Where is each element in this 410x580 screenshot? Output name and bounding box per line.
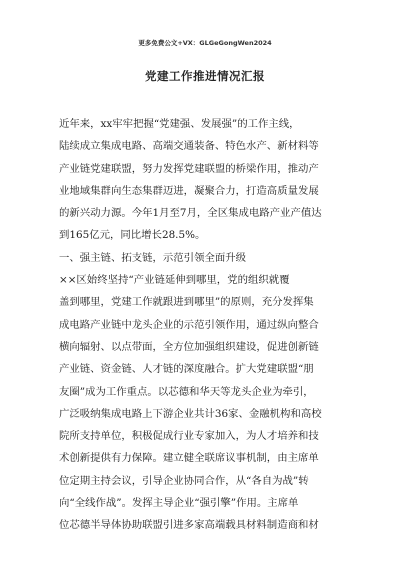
body-line: 术创新提供有力保障。建立健全联席议事机制，由主席单 [59,452,319,465]
document-title: 党建工作推进情况汇报 [145,69,265,83]
body-line: 陆续成立集成电路、高端交通装备、特色水产、新材料等 [59,140,319,153]
body-line: 业地域集群向生态集群迈进，凝聚合力，打造高质量发展 [59,184,319,197]
body-line: 产业链、资金链、人才链的深度融合。扩大党建联盟“朋 [59,363,314,376]
section-heading: 一、强主链、拓支链，示范引领全面升级 [59,251,247,264]
body-line: 向“全线作战”。发挥主导企业“强引擎”作用。主席单 [59,497,299,510]
body-line: 的新兴动力源。今年1月至7月，全区集成电路产业产值达 [59,207,322,220]
body-line: 近年来，xx牢牢把握“党建强、发展强”的工作主线， [59,118,300,130]
body-line: 院所支持单位，积极促成行业专家加入，为人才培养和技 [59,430,319,443]
header-note: 更多免费公文+VX：GLGeGongWen2024 [138,39,272,47]
body-line: 友圈”成为工作重点。以芯德和华天等龙头企业为牵引， [59,385,314,398]
body-line: 盖到哪里，党建工作就跟进到哪里”的原则，充分发挥集 [59,296,314,309]
body-line: 广泛吸纳集成电路上下游企业共计36家、金融机构和高校 [59,407,322,420]
body-line: 位芯德半导体协助联盟引进多家高端载具材料制造商和材 [59,519,319,532]
body-line: 横向辐射、以点带面，全方位加强组织建设，促进创新链 [59,340,319,353]
document-body [59,113,351,537]
body-line: 到165亿元，同比增长28.5%。 [59,229,206,242]
body-line: ××区始终坚持“产业链延伸到哪里，党的组织就覆 [59,274,290,287]
body-line: 产业链党建联盟，努力发挥党建联盟的桥梁作用，推动产 [59,162,319,175]
body-line: 成电路产业链中龙头企业的示范引领作用，通过纵向整合 [59,318,319,331]
body-line: 位定期主持会议，引导企业协同合作，从“各自为战”转 [59,474,309,487]
